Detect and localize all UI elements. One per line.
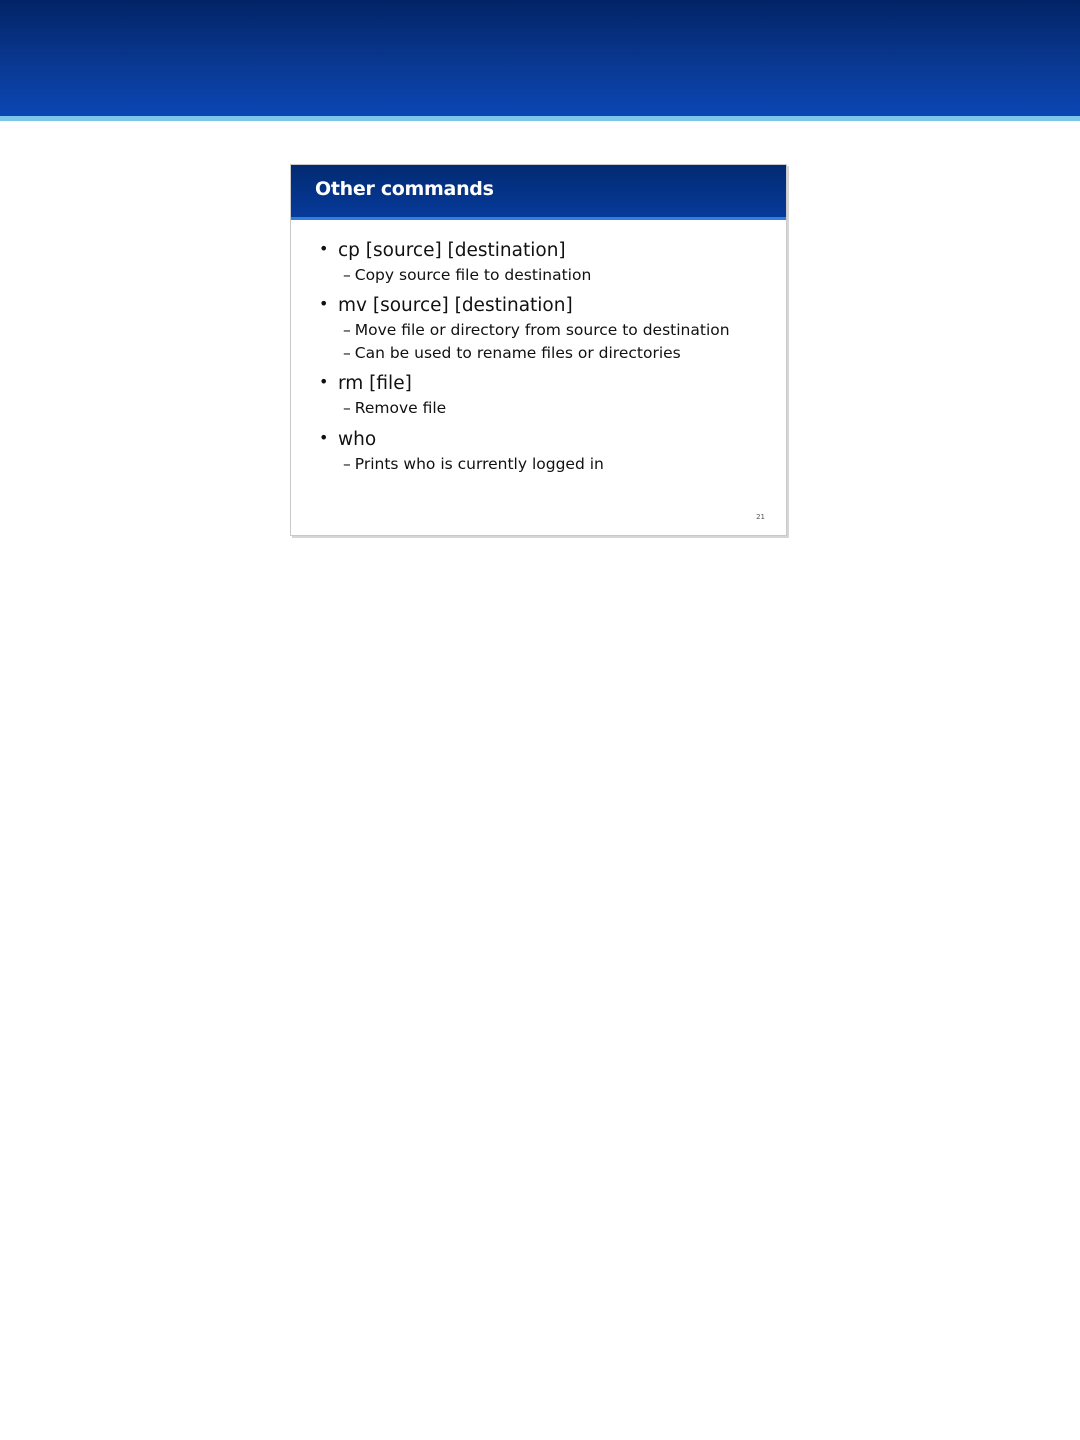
slide-thumbnail[interactable]: [290, 164, 787, 536]
bullet-item-mv: [319, 294, 786, 318]
slide-body: [291, 239, 786, 474]
bullet-dot-icon: •: [319, 427, 329, 447]
sub-text: Move file or directory from source to destination: [354, 321, 730, 340]
dash-icon: –: [343, 454, 351, 473]
sub-item: [343, 455, 786, 474]
sub-item: [343, 399, 786, 418]
sub-item: [343, 266, 786, 285]
bullet-item-rm: [319, 372, 786, 396]
slide-title: Other commands: [315, 178, 494, 200]
sub-text: Prints who is currently logged in: [354, 454, 604, 473]
bullet-item-who: [319, 428, 786, 452]
bullet-text: who: [338, 428, 377, 450]
bullet-item-cp: [319, 239, 786, 263]
bullet-text: mv [source] [destination]: [338, 295, 573, 317]
page-header-rule: [0, 116, 1080, 121]
dash-icon: –: [343, 399, 351, 418]
sub-text: Remove file: [354, 399, 447, 418]
sub-text: Can be used to rename files or directories: [354, 343, 681, 362]
sub-item: [343, 321, 786, 340]
sub-text: Copy source file to destination: [354, 266, 592, 285]
page-header-band: [0, 0, 1080, 116]
bullet-text: rm [file]: [338, 373, 412, 395]
dash-icon: –: [343, 321, 351, 340]
dash-icon: –: [343, 266, 351, 285]
bullet-dot-icon: •: [319, 372, 329, 392]
bullet-text: cp [source] [destination]: [338, 240, 566, 261]
slide-title-rule: [291, 217, 786, 220]
slide-page-number: 21: [756, 513, 765, 521]
sub-item: [343, 344, 786, 363]
bullet-dot-icon: •: [319, 294, 329, 314]
bullet-dot-icon: •: [319, 239, 329, 258]
dash-icon: –: [343, 343, 351, 362]
